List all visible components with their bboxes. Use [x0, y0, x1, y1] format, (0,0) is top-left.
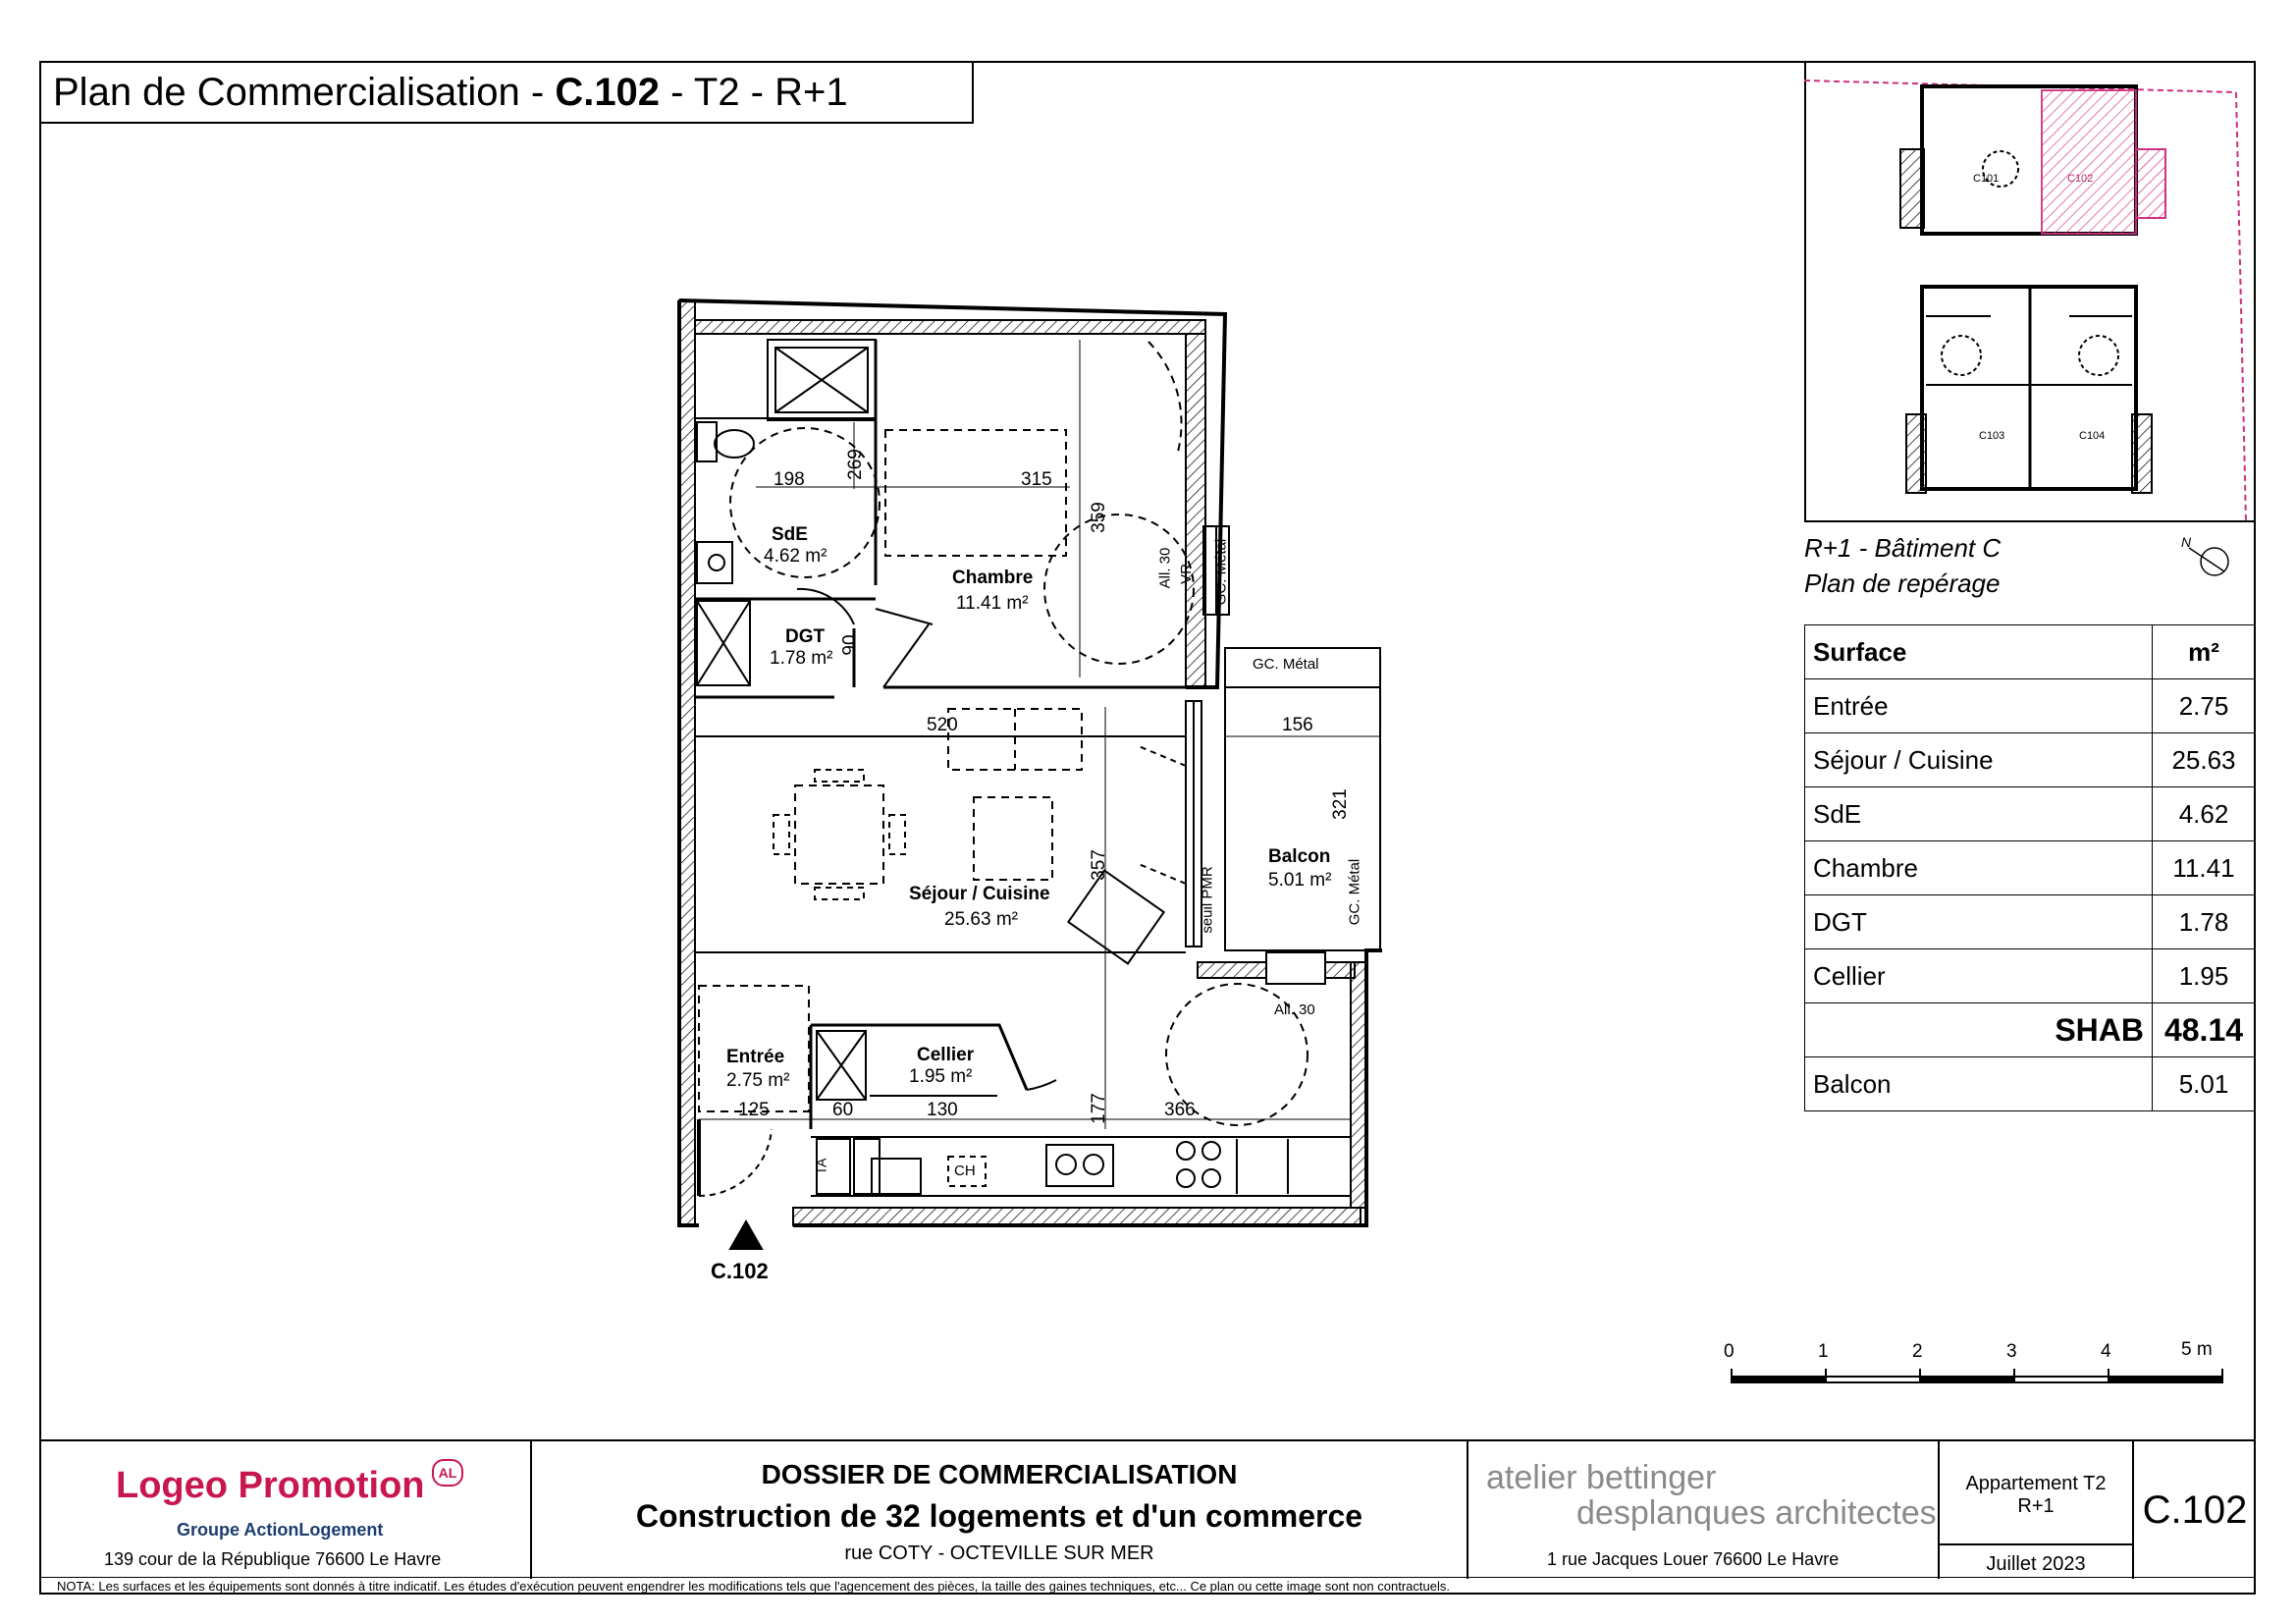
promoter-address: 139 cour de la République 76600 Le Havre — [104, 1549, 442, 1569]
apartment-code: C.102 — [2142, 1488, 2248, 1532]
table-header — [1805, 625, 2256, 679]
label-ta: TA — [813, 1158, 829, 1175]
label-gc-metal-v2: GC. Métal — [1346, 858, 1363, 926]
dim-90: 90 — [839, 634, 861, 656]
row-label: Balcon — [1805, 1057, 2153, 1111]
promoter-group-suffix: Logement — [298, 1520, 384, 1540]
table-row — [1805, 733, 2256, 787]
label-gc-metal-h: GC. Métal — [1253, 656, 1319, 673]
table-row — [1805, 841, 2256, 895]
total-value: 48.14 — [2153, 1003, 2256, 1057]
row-value: 4.62 — [2153, 787, 2256, 841]
locator-unit-c103: C103 — [1979, 430, 2005, 442]
room-cellier-area: 1.95 m² — [909, 1066, 973, 1087]
dim-156: 156 — [1282, 715, 1313, 735]
locator-unit-c104: C104 — [2079, 430, 2106, 442]
room-dgt-name: DGT — [785, 626, 826, 647]
dossier-cell — [532, 1441, 1468, 1579]
scale-tick-2: 2 — [1912, 1341, 1923, 1362]
total-label: SHAB — [1805, 1003, 2153, 1057]
row-label: Entrée — [1805, 679, 2153, 733]
room-sde-area: 4.62 m² — [764, 546, 828, 567]
locator-caption-line2: Plan de repérage — [1804, 568, 2001, 598]
table-row — [1805, 1057, 2256, 1111]
row-value: 5.01 — [2153, 1057, 2256, 1111]
locator-unit-c101: C101 — [1973, 173, 2000, 185]
architect-line1: atelier bettinger — [1486, 1459, 1717, 1496]
label-ch: CH — [954, 1163, 976, 1179]
room-balcon-name: Balcon — [1268, 846, 1331, 867]
row-value: 1.78 — [2153, 895, 2256, 949]
row-value: 2.75 — [2153, 679, 2256, 733]
room-dgt-area: 1.78 m² — [770, 648, 833, 669]
project-title: Construction de 32 logements et d'un commerce — [635, 1498, 1363, 1534]
room-cellier-name: Cellier — [917, 1045, 975, 1065]
promoter-group-prefix: Groupe Action — [177, 1520, 299, 1540]
apartment-type: Appartement T2 — [1965, 1473, 2107, 1494]
north-arrow-icon — [2169, 530, 2238, 579]
label-all30-top: All. 30 — [1156, 547, 1174, 589]
dim-520: 520 — [927, 715, 958, 735]
locator-map — [1804, 61, 2256, 522]
room-chambre-area: 11.41 m² — [956, 593, 1029, 614]
label-vr: VR — [1177, 564, 1195, 584]
north-label: N — [2181, 534, 2192, 550]
row-label: SdE — [1805, 787, 2153, 841]
scale-bar — [1724, 1355, 2234, 1394]
title-code: C.102 — [555, 71, 661, 114]
table-row — [1805, 895, 2256, 949]
dim-315: 315 — [1021, 469, 1052, 490]
room-sde-name: SdE — [772, 524, 808, 545]
scale-tick-3: 3 — [2006, 1341, 2017, 1362]
promoter-group — [177, 1520, 383, 1541]
dim-366: 366 — [1164, 1100, 1196, 1120]
row-label: DGT — [1805, 895, 2153, 949]
surface-table — [1804, 624, 2256, 1111]
architect-cell — [1468, 1441, 1940, 1579]
table-header-label: Surface — [1805, 625, 2153, 679]
label-all30-bottom: All. 30 — [1274, 1001, 1315, 1018]
plan-date: Juillet 2023 — [1940, 1543, 2132, 1576]
dim-321: 321 — [1329, 788, 1351, 820]
locator-unit-c102: C102 — [2067, 173, 2094, 185]
dim-359: 359 — [1088, 502, 1109, 533]
scale-tick-5: 5 m — [2181, 1339, 2213, 1360]
label-seuil-pmr: seuil PMR — [1199, 866, 1216, 934]
promoter-cell — [39, 1441, 532, 1579]
title-prefix: Plan de Commercialisation - — [53, 71, 556, 114]
scale-tick-4: 4 — [2101, 1341, 2111, 1362]
row-label: Chambre — [1805, 841, 2153, 895]
disclaimer-note: NOTA: Les surfaces et les équipements sont donnés à titre indicatif. Les études d'exécution peuvent engendrer les modifications tels que l'agencement des pièces, la taille des gaines techniques, etc... Ce plan ou cette image sont non contractuels. — [39, 1577, 2256, 1595]
room-entree-area: 2.75 m² — [726, 1070, 790, 1091]
room-balcon-area: 5.01 m² — [1268, 870, 1332, 891]
promoter-name: Logeo Promotion — [116, 1465, 425, 1506]
row-label: Cellier — [1805, 949, 2153, 1003]
dim-269: 269 — [844, 449, 866, 480]
table-row — [1805, 787, 2256, 841]
unit-tag: C.102 — [711, 1259, 769, 1283]
dim-198: 198 — [774, 469, 805, 490]
dim-177: 177 — [1088, 1093, 1109, 1124]
locator-caption-line1: R+1 - Bâtiment C — [1804, 533, 2002, 563]
dim-357: 357 — [1088, 849, 1109, 881]
table-row — [1805, 679, 2256, 733]
row-label: Séjour / Cuisine — [1805, 733, 2153, 787]
scale-tick-1: 1 — [1818, 1341, 1829, 1362]
architect-line2: desplanques architectes — [1576, 1494, 1937, 1532]
promoter-logo-icon: AL — [432, 1459, 463, 1487]
dim-60: 60 — [832, 1100, 854, 1120]
dossier-title: DOSSIER DE COMMERCIALISATION — [761, 1459, 1238, 1489]
label-gc-metal-v1: GC. Métal — [1212, 538, 1230, 606]
architect-address: 1 rue Jacques Louer 76600 Le Havre — [1547, 1549, 1840, 1569]
apartment-level: R+1 — [2017, 1495, 2055, 1517]
table-row — [1805, 949, 2256, 1003]
row-value: 11.41 — [2153, 841, 2256, 895]
row-value: 1.95 — [2153, 949, 2256, 1003]
room-sejour-area: 25.63 m² — [944, 909, 1018, 930]
project-location: rue COTY - OCTEVILLE SUR MER — [844, 1542, 1154, 1564]
table-total-row — [1805, 1003, 2256, 1057]
dim-125: 125 — [738, 1100, 770, 1120]
apartment-cell — [1940, 1441, 2134, 1579]
room-sejour-name: Séjour / Cuisine — [909, 884, 1050, 904]
row-value: 25.63 — [2153, 733, 2256, 787]
scale-tick-0: 0 — [1724, 1341, 1735, 1362]
room-entree-name: Entrée — [726, 1047, 785, 1067]
dim-130: 130 — [927, 1100, 958, 1120]
room-chambre-name: Chambre — [952, 568, 1034, 588]
table-header-unit: m² — [2153, 625, 2256, 679]
title-block — [39, 1439, 2256, 1579]
title-suffix: - T2 - R+1 — [660, 71, 848, 114]
